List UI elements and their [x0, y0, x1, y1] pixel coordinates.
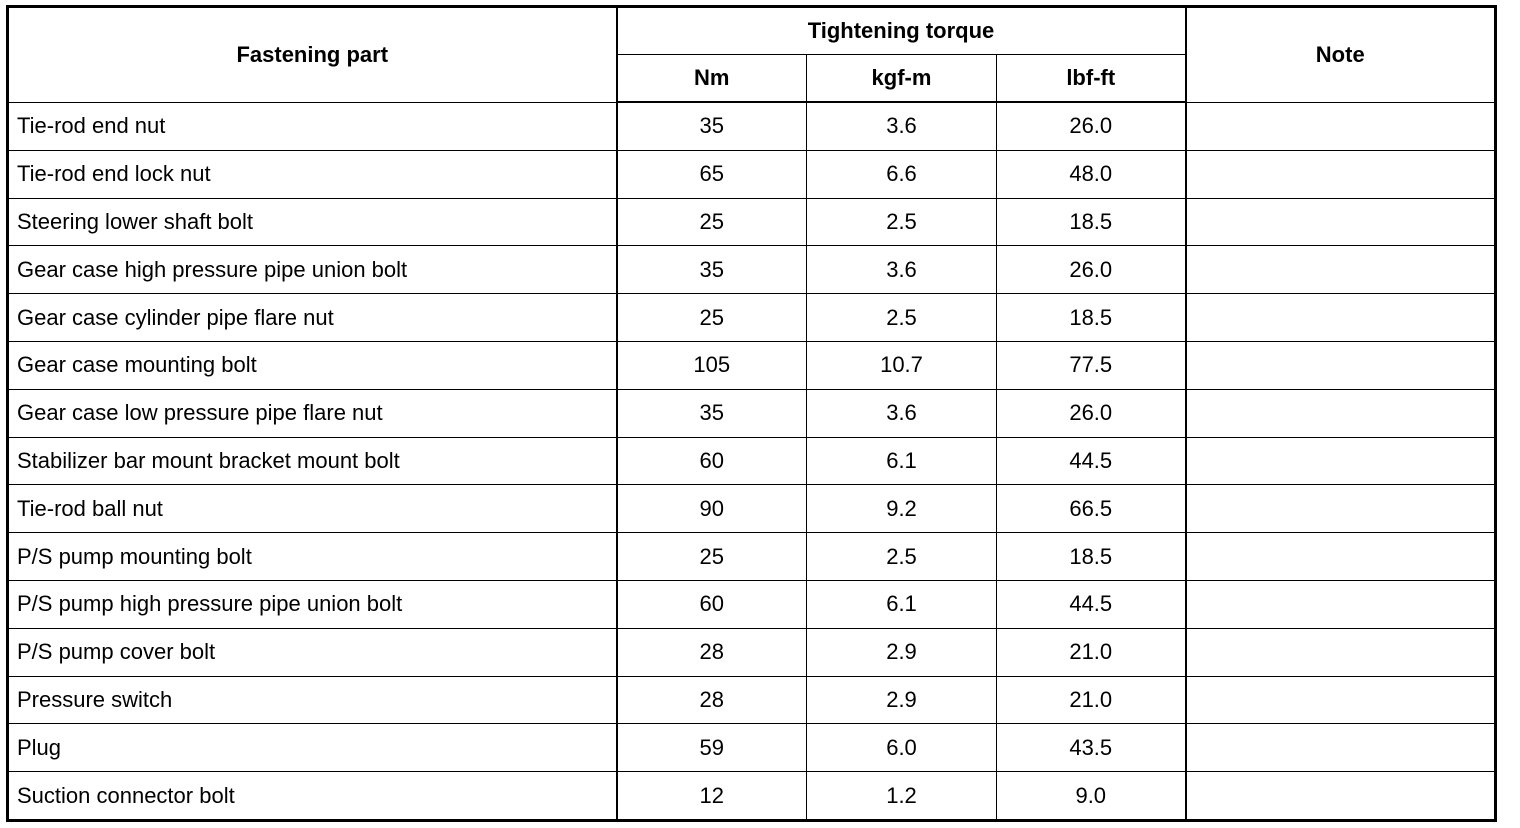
header-tightening-torque: Tightening torque [617, 7, 1186, 55]
table-row [8, 150, 1496, 198]
table-row [8, 102, 1496, 150]
nm-cell: 60 [617, 437, 807, 485]
lbf-ft-cell: 21.0 [997, 628, 1186, 676]
table-row [8, 676, 1496, 724]
nm-cell: 12 [617, 772, 807, 821]
lbf-ft-cell: 44.5 [997, 580, 1186, 628]
fastening-part-cell: P/S pump mounting bolt [8, 533, 617, 581]
kgf-m-cell: 3.6 [807, 389, 997, 437]
kgf-m-cell: 3.6 [807, 246, 997, 294]
kgf-m-cell: 2.5 [807, 533, 997, 581]
fastening-part-cell: Tie-rod end nut [8, 102, 617, 150]
nm-cell: 25 [617, 533, 807, 581]
fastening-part-cell: Pressure switch [8, 676, 617, 724]
note-cell [1186, 437, 1496, 485]
table-row [8, 628, 1496, 676]
fastening-part-cell: Gear case low pressure pipe flare nut [8, 389, 617, 437]
nm-cell: 65 [617, 150, 807, 198]
fastening-part-cell: Gear case mounting bolt [8, 341, 617, 389]
lbf-ft-cell: 48.0 [997, 150, 1186, 198]
nm-cell: 28 [617, 676, 807, 724]
nm-cell: 105 [617, 341, 807, 389]
nm-cell: 59 [617, 724, 807, 772]
note-cell [1186, 724, 1496, 772]
note-cell [1186, 294, 1496, 342]
lbf-ft-cell: 18.5 [997, 198, 1186, 246]
table-body [8, 102, 1496, 820]
lbf-ft-cell: 66.5 [997, 485, 1186, 533]
fastening-part-cell: Plug [8, 724, 617, 772]
table-row [8, 294, 1496, 342]
table-row [8, 341, 1496, 389]
kgf-m-cell: 10.7 [807, 341, 997, 389]
note-cell [1186, 341, 1496, 389]
kgf-m-cell: 6.1 [807, 437, 997, 485]
table-row [8, 485, 1496, 533]
header-lbf-ft: lbf-ft [997, 55, 1186, 103]
fastening-part-cell: P/S pump high pressure pipe union bolt [8, 580, 617, 628]
fastening-part-cell: Suction connector bolt [8, 772, 617, 821]
header-fastening-part: Fastening part [8, 7, 617, 103]
nm-cell: 35 [617, 246, 807, 294]
kgf-m-cell: 6.0 [807, 724, 997, 772]
note-cell [1186, 389, 1496, 437]
table-row [8, 772, 1496, 821]
note-cell [1186, 628, 1496, 676]
lbf-ft-cell: 18.5 [997, 294, 1186, 342]
note-cell [1186, 676, 1496, 724]
kgf-m-cell: 2.9 [807, 676, 997, 724]
lbf-ft-cell: 9.0 [997, 772, 1186, 821]
lbf-ft-cell: 43.5 [997, 724, 1186, 772]
lbf-ft-cell: 26.0 [997, 102, 1186, 150]
kgf-m-cell: 2.5 [807, 294, 997, 342]
tightening-torque-table [6, 5, 1497, 822]
nm-cell: 35 [617, 389, 807, 437]
table-row [8, 533, 1496, 581]
note-cell [1186, 533, 1496, 581]
kgf-m-cell: 6.1 [807, 580, 997, 628]
fastening-part-cell: Gear case cylinder pipe flare nut [8, 294, 617, 342]
nm-cell: 35 [617, 102, 807, 150]
fastening-part-cell: Tie-rod ball nut [8, 485, 617, 533]
fastening-part-cell: Gear case high pressure pipe union bolt [8, 246, 617, 294]
note-cell [1186, 150, 1496, 198]
lbf-ft-cell: 26.0 [997, 246, 1186, 294]
kgf-m-cell: 1.2 [807, 772, 997, 821]
fastening-part-cell: Tie-rod end lock nut [8, 150, 617, 198]
note-cell [1186, 772, 1496, 821]
table-row [8, 580, 1496, 628]
lbf-ft-cell: 21.0 [997, 676, 1186, 724]
lbf-ft-cell: 44.5 [997, 437, 1186, 485]
table-row [8, 389, 1496, 437]
lbf-ft-cell: 18.5 [997, 533, 1186, 581]
torque-table-container [6, 5, 1497, 822]
header-nm: Nm [617, 55, 807, 103]
kgf-m-cell: 3.6 [807, 102, 997, 150]
table-row [8, 246, 1496, 294]
nm-cell: 60 [617, 580, 807, 628]
table-row [8, 437, 1496, 485]
header-note: Note [1186, 7, 1496, 103]
fastening-part-cell: Steering lower shaft bolt [8, 198, 617, 246]
kgf-m-cell: 6.6 [807, 150, 997, 198]
table-row [8, 198, 1496, 246]
note-cell [1186, 485, 1496, 533]
table-row [8, 724, 1496, 772]
kgf-m-cell: 2.5 [807, 198, 997, 246]
nm-cell: 25 [617, 198, 807, 246]
kgf-m-cell: 2.9 [807, 628, 997, 676]
note-cell [1186, 102, 1496, 150]
kgf-m-cell: 9.2 [807, 485, 997, 533]
note-cell [1186, 580, 1496, 628]
lbf-ft-cell: 26.0 [997, 389, 1186, 437]
note-cell [1186, 246, 1496, 294]
nm-cell: 25 [617, 294, 807, 342]
nm-cell: 28 [617, 628, 807, 676]
fastening-part-cell: Stabilizer bar mount bracket mount bolt [8, 437, 617, 485]
header-kgf-m: kgf-m [807, 55, 997, 103]
nm-cell: 90 [617, 485, 807, 533]
fastening-part-cell: P/S pump cover bolt [8, 628, 617, 676]
lbf-ft-cell: 77.5 [997, 341, 1186, 389]
note-cell [1186, 198, 1496, 246]
